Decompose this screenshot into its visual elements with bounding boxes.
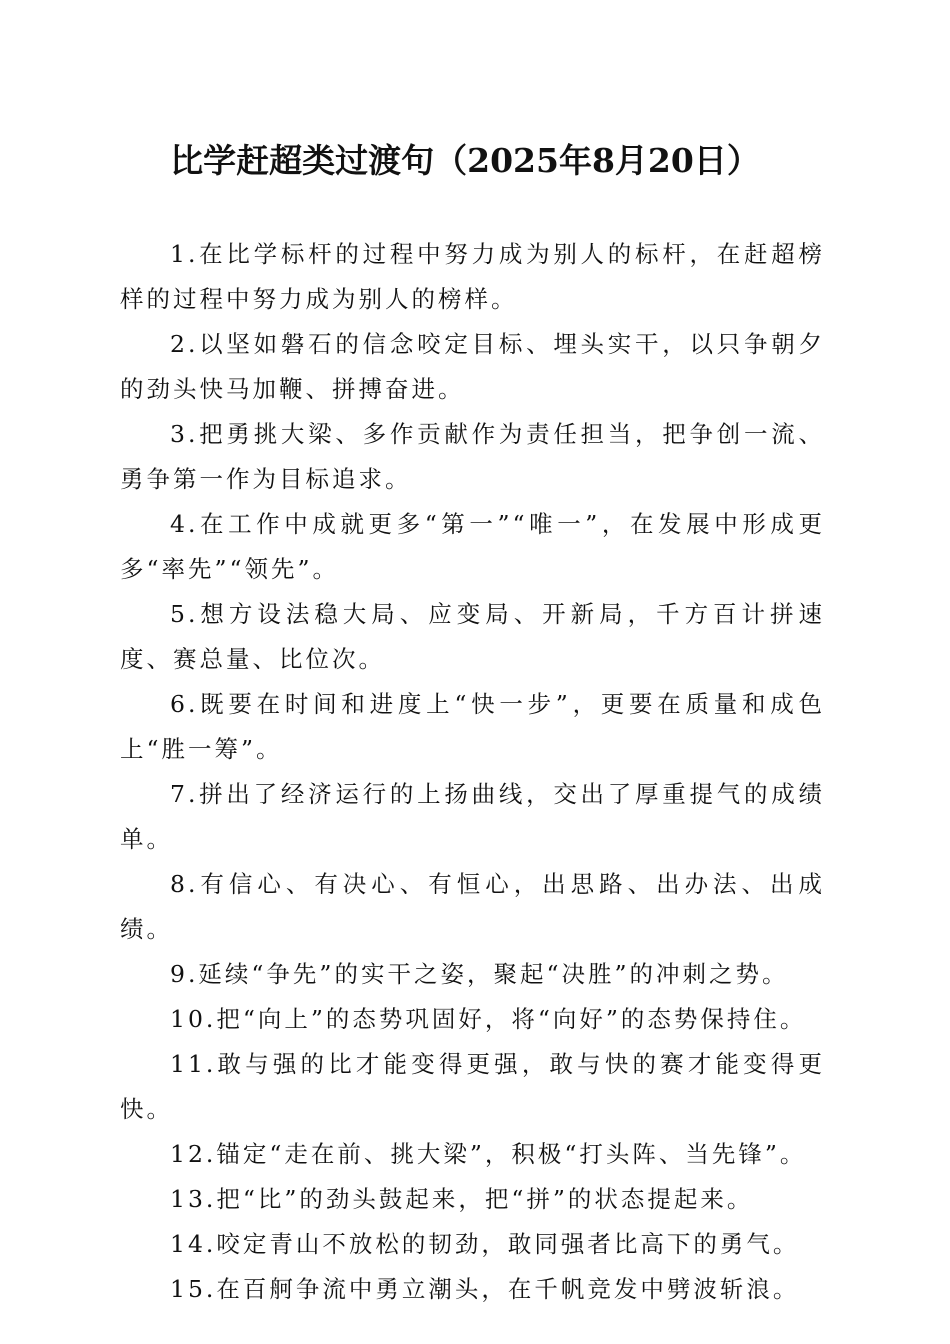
paragraph-3: 3.把勇挑大梁、多作贡献作为责任担当，把争创一流、勇争第一作为目标追求。 (120, 420, 825, 493)
paragraph-10: 10.把“向上”的态势巩固好，将“向好”的态势保持住。 (170, 1005, 807, 1033)
paragraph-8: 8.有信心、有决心、有恒心，出思路、出办法、出成绩。 (120, 870, 825, 943)
paragraph-5: 5.想方设法稳大局、应变局、开新局，千方百计拼速度、赛总量、比位次。 (120, 600, 825, 673)
paragraph-12: 12.锚定“走在前、挑大梁”，积极“打头阵、当先锋”。 (170, 1140, 807, 1168)
paragraph-2: 2.以坚如磐石的信念咬定目标、埋头实干，以只争朝夕的劲头快马加鞭、拼搏奋进。 (120, 330, 825, 403)
paragraph-7: 7.拼出了经济运行的上扬曲线，交出了厚重提气的成绩单。 (120, 780, 825, 853)
paragraph-6: 6.既要在时间和进度上“快一步”，更要在质量和成色上“胜一筹”。 (120, 690, 825, 763)
paragraph-11: 11.敢与强的比才能变得更强，敢与快的赛才能变得更快。 (120, 1050, 825, 1123)
paragraph-13: 13.把“比”的劲头鼓起来，把“拼”的状态提起来。 (170, 1185, 754, 1213)
document-title: 比学赶超类过渡句（2025年8月20日） (170, 141, 760, 180)
paragraph-1: 1.在比学标杆的过程中努力成为别人的标杆，在赶超榜样的过程中努力成为别人的榜样。 (120, 240, 825, 313)
document-body (120, 232, 825, 1312)
paragraph-14: 14.咬定青山不放松的韧劲，敢同强者比高下的勇气。 (170, 1230, 800, 1258)
paragraph-4: 4.在工作中成就更多“第一”“唯一”，在发展中形成更多“率先”“领先”。 (120, 510, 825, 583)
paragraph-9: 9.延续“争先”的实干之姿，聚起“决胜”的冲刺之势。 (170, 960, 789, 988)
paragraph-15: 15.在百舸争流中勇立潮头，在千帆竞发中劈波斩浪。 (170, 1275, 800, 1303)
